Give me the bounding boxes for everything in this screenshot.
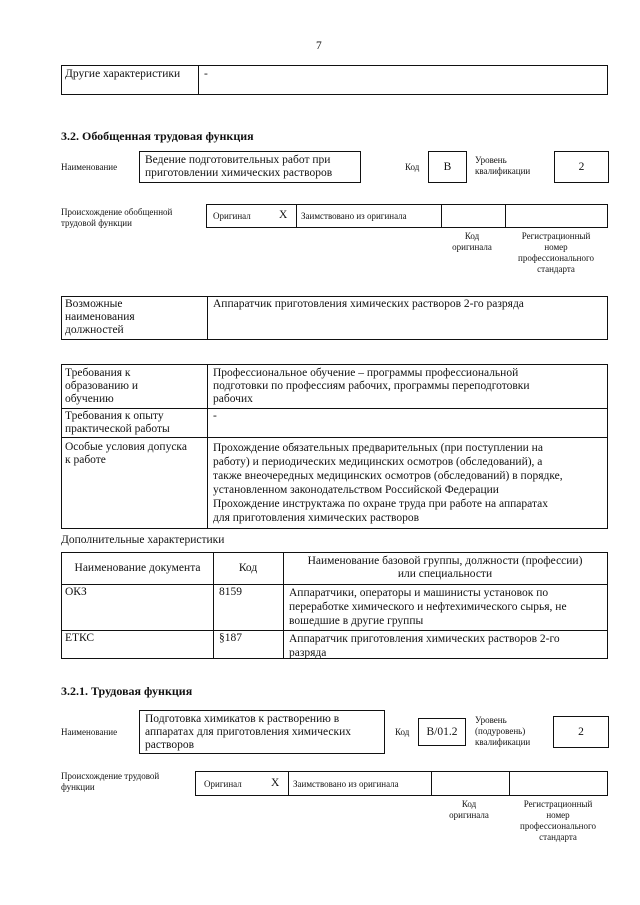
value-line: Аппаратчик приготовления химических растворов 2-го (289, 633, 560, 645)
value-line: также внеочередных медицинских осмотров (обследований) в порядке, (213, 470, 563, 482)
value-line: установленном законодательством Российской Федерации (213, 484, 499, 496)
value-line: подготовки по профессиям рабочих, программы переподготовки (213, 380, 530, 392)
value-line: разряда (289, 647, 327, 659)
original-label: Оригинал (213, 211, 251, 221)
positions-value: Аппаратчик приготовления химических растворов 2-го разряда (213, 298, 524, 310)
borrowed-label: Заимствовано из оригинала (301, 211, 407, 221)
name-line: приготовлении химических растворов (145, 167, 333, 179)
generalized-function-name (139, 151, 361, 183)
label-line: Требования к (65, 367, 131, 379)
divider (62, 408, 607, 409)
level-label (475, 715, 530, 748)
row-okz-document: ОКЗ (65, 586, 87, 598)
code-box (418, 718, 466, 746)
divider (431, 772, 432, 795)
label-line: должностей (65, 324, 124, 336)
value-line: Профессиональное обучение – программы профессиональной (213, 367, 519, 379)
level-label (475, 155, 530, 177)
row-okz-code: 8159 (219, 586, 242, 598)
level-label-line: Уровень (475, 155, 507, 165)
label-line: Требования к опыту (65, 410, 164, 422)
level-label-line: (подуровень) (475, 726, 526, 736)
education-value (213, 367, 530, 406)
code-original-caption (440, 231, 504, 253)
header-code: Код (238, 562, 258, 574)
divider (296, 205, 297, 227)
label-line: образованию и (65, 380, 138, 392)
divider (505, 205, 506, 227)
origin-label-line: Происхождение трудовой (61, 771, 160, 781)
label-line: Особые условия допуска (65, 441, 187, 453)
caption-line: стандарта (539, 832, 577, 842)
other-characteristics-value: - (204, 68, 208, 80)
level-box (554, 151, 609, 183)
divider (198, 66, 199, 94)
caption-line: Регистрационный (523, 799, 593, 809)
level-box (553, 716, 609, 748)
row-okz-name (289, 586, 567, 628)
divider (207, 365, 208, 528)
divider (509, 772, 510, 795)
caption-line: Регистрационный (521, 231, 591, 241)
row-etks-code: §187 (219, 632, 242, 644)
positions-table (61, 296, 608, 340)
row-etks-document: ЕТКС (65, 632, 95, 644)
origin-label (61, 207, 172, 229)
name-line: Подготовка химикатов к растворению в (145, 713, 340, 725)
label-line: наименования (65, 311, 135, 323)
conditions-value (213, 441, 563, 525)
divider (62, 630, 607, 631)
caption-line: Код (461, 799, 477, 809)
origin-table (206, 204, 608, 228)
caption-line: оригинала (452, 242, 492, 252)
caption-line: профессионального (520, 821, 596, 831)
additional-characteristics-table (61, 552, 608, 659)
code-value: B (443, 161, 452, 173)
section-heading-3-2: 3.2. Обобщенная трудовая функция (61, 129, 254, 143)
caption-line: стандарта (537, 264, 575, 274)
caption-line: номер (546, 810, 570, 820)
conditions-label (65, 441, 187, 467)
divider (288, 772, 289, 795)
origin-label-line: трудовой функции (61, 218, 132, 228)
value-line: Прохождение инструктажа по охране труда при работе на аппаратах (213, 498, 548, 510)
x-mark: X (279, 209, 288, 221)
label-line: обучению (65, 393, 114, 405)
name-label: Наименование (61, 162, 118, 172)
education-label (65, 367, 138, 406)
experience-label (65, 410, 170, 436)
caption-line: Код (464, 231, 480, 241)
section-heading-3-2-1: 3.2.1. Трудовая функция (61, 684, 193, 698)
caption-line: оригинала (449, 810, 489, 820)
value-line: Аппаратчики, операторы и машинисты установок по (289, 587, 549, 599)
value-line: переработке химического и нефтехимического сырья, не (289, 601, 567, 613)
experience-value: - (213, 410, 217, 422)
registration-caption (504, 231, 608, 275)
caption-line: профессионального (518, 253, 594, 263)
requirements-table (61, 364, 608, 529)
level-label-line: квалификации (475, 166, 531, 176)
label-line: Возможные (65, 298, 123, 310)
caption-line: номер (544, 242, 568, 252)
value-line: Прохождение обязательных предварительных (при поступлении на (213, 442, 543, 454)
additional-characteristics-title: Дополнительные характеристики (61, 534, 225, 546)
other-characteristics-table (61, 65, 608, 95)
header-name (283, 555, 607, 581)
registration-caption (508, 799, 608, 843)
code-box (428, 151, 467, 183)
origin-label-line: функции (61, 782, 95, 792)
value-line: рабочих (213, 393, 253, 405)
origin-label-line: Происхождение обобщенной (61, 207, 173, 217)
label-line: практической работы (65, 423, 170, 435)
page-number: 7 (316, 40, 322, 52)
row-etks-name (289, 632, 560, 660)
code-label: Код (395, 727, 410, 737)
x-mark: X (271, 777, 280, 789)
labor-function-name (139, 710, 385, 754)
code-original-caption (430, 799, 508, 821)
value-line: вошедшие в другие группы (289, 615, 424, 627)
name-line: аппаратах для приготовления химических (145, 726, 351, 738)
origin-label (61, 771, 159, 793)
label-line: к работе (65, 454, 106, 466)
code-value: B/01.2 (426, 726, 458, 738)
divider (62, 437, 607, 438)
divider (207, 297, 208, 339)
level-label-line: квалификации (475, 737, 531, 747)
name-label: Наименование (61, 727, 118, 737)
positions-label (65, 298, 135, 337)
divider (62, 584, 607, 585)
header-line: Наименование базовой группы, должности (профессии) (307, 555, 583, 567)
value-line: работу) и периодических медицинских осмотров (обследований), а (213, 456, 543, 468)
header-document: Наименование документа (74, 562, 201, 574)
level-label-line: Уровень (475, 715, 507, 725)
divider (441, 205, 442, 227)
value-line: для приготовления химических растворов (213, 512, 420, 524)
level-value: 2 (578, 726, 584, 738)
level-value: 2 (578, 161, 585, 173)
other-characteristics-label: Другие характеристики (65, 68, 181, 80)
header-line: или специальности (397, 568, 493, 580)
code-label: Код (405, 162, 420, 172)
origin-table (195, 771, 608, 796)
name-line: Ведение подготовительных работ при (145, 154, 331, 166)
original-label: Оригинал (204, 779, 242, 789)
borrowed-label: Заимствовано из оригинала (293, 779, 399, 789)
name-line: растворов (145, 739, 195, 751)
